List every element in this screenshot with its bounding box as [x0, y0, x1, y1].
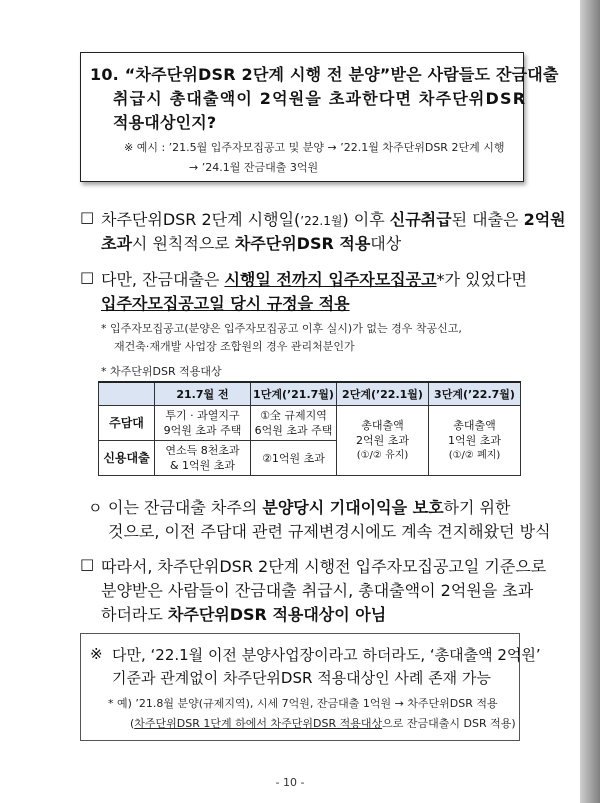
cell-line: 9억원 초과 주택	[163, 424, 242, 437]
para4-line-3	[101, 602, 386, 625]
cell-line: 연소득 8천초과	[165, 444, 240, 457]
cell-line: & 1억원 초과	[169, 459, 236, 472]
cell-line: 총대출액	[453, 419, 496, 432]
emphasis: 초과	[101, 234, 132, 253]
cell-line: 6억원 초과 주택	[254, 424, 333, 437]
table-header-cell: 1단계(’21.7월)	[251, 382, 337, 406]
cell-line: (①/② 폐지)	[448, 450, 501, 461]
table-header-cell: 3단계(’22.7월)	[429, 382, 521, 406]
para2-footnote-1: * 입주자모집공고(분양은 입주자모집공고 이후 실시)가 없는 경우 착공신고,	[101, 322, 462, 335]
text: 이는 잔금대출 차주의	[108, 498, 263, 517]
para4-line-1: 따라서, 차주단위DSR 2단계 시행전 입주자모집공고일 기준으로	[101, 557, 547, 576]
row-label: 주담대	[99, 406, 155, 441]
para2-footnote-2: 재건축·재개발 사업장 조합원의 경우 관리처분인가	[114, 340, 355, 353]
question-line-1: 10. “차주단위DSR 2단계 시행 전 분양”받은 사람들도 잔금대출	[90, 65, 559, 84]
text: 대상	[370, 234, 402, 253]
square-bullet-icon: □	[80, 208, 95, 226]
text: *가 있었다면	[436, 270, 527, 289]
emphasis: 차주단위DSR 1단계 하에서 차주단위DSR 적용대상	[134, 717, 383, 730]
text: 된 대출은	[451, 210, 524, 229]
cell-line: 총대출액	[361, 419, 404, 432]
cell-line: ①全 규제지역	[260, 409, 327, 422]
page-number: - 10 -	[275, 776, 305, 789]
table-caption: * 차주단위DSR 적용대상	[101, 365, 222, 378]
emphasis: 2억원	[523, 210, 566, 229]
emphasis: 분양당시 기대이익을 보호	[262, 498, 444, 517]
question-line-3: 적용대상인지?	[113, 113, 217, 132]
cell-line: 1억원 초과	[448, 434, 501, 447]
table-cell	[429, 406, 521, 476]
text: 시 원칙적으로	[131, 234, 235, 253]
text: ) 이후	[342, 210, 390, 229]
text: 으로 잔금대출시 DSR 적용)	[382, 717, 516, 730]
para4-line-2: 분양받은 사람들이 잔금대출 취급시, 총대출액이 2억원을 초과	[101, 581, 534, 600]
emphasis: 차주단위DSR 적용대상이 아님	[167, 605, 387, 624]
reference-mark-icon: ※	[90, 645, 103, 663]
text: 차주단위DSR 2단계 시행일(	[101, 210, 301, 229]
table-cell	[251, 406, 337, 441]
circle-bullet-icon: ㅇ	[88, 499, 103, 517]
page-edge-shadow	[580, 0, 600, 803]
table-cell	[155, 441, 251, 476]
table-cell	[155, 406, 251, 441]
note-example-line-1: * 예) ’21.8월 분양(규제지역), 시세 7억원, 잔금대출 1억원 → 차주단위DSR 적용	[108, 697, 498, 710]
text: (	[130, 717, 135, 730]
table-row	[99, 406, 521, 441]
cell-line: 투기 · 과열지구	[165, 409, 240, 422]
emphasis: 시행일 전까지 입주자모집공고	[224, 270, 437, 289]
question-example-line-1: ※ 예시 : ’21.5월 입주자모집공고 및 분양 → ’22.1월 차주단위DSR 2단계 시행	[124, 141, 505, 154]
row-label: 신용대출	[99, 441, 155, 476]
note-line-2: 기준과 관계없이 차주단위DSR 적용대상인 사례 존재 가능	[112, 669, 491, 687]
square-bullet-icon: □	[80, 268, 95, 286]
note-example-line-2	[130, 715, 516, 731]
cell-line: (①/② 유지)	[356, 450, 409, 461]
table-cell	[337, 406, 429, 476]
table-header-row	[99, 382, 521, 406]
note-line-1: 다만, ‘22.1월 이전 분양사업장이라고 하더라도, ‘총대출액 2억원’	[112, 646, 541, 664]
cell-line: 2억원 초과	[356, 434, 409, 447]
para3-line-2: 것으로, 이전 주담대 관련 규제변경시에도 계속 견지해왔던 방식	[108, 522, 551, 541]
para2-line-1	[101, 267, 527, 290]
question-example-line-2: → ’24.1월 잔금대출 3억원	[189, 161, 319, 174]
square-bullet-icon: □	[80, 555, 95, 573]
text: 다만, 잔금대출은	[101, 270, 225, 289]
para1-line-2	[101, 231, 401, 254]
table-header-cell	[99, 382, 155, 406]
emphasis: 신규취급	[389, 210, 452, 229]
text: 하더라도	[101, 605, 168, 624]
para3-line-1	[108, 495, 510, 518]
emphasis: 차주단위DSR 적용	[234, 234, 371, 253]
question-line-2: 취급시 총대출액이 2억원을 초과한다면 차주단위DSR	[113, 89, 527, 108]
text: ’22.1월	[300, 214, 343, 228]
table-cell: ②1억원 초과	[251, 441, 337, 476]
para1-line-1	[101, 207, 566, 230]
table-header-cell: 2단계(’22.1월)	[337, 382, 429, 406]
dsr-stage-table	[98, 381, 521, 476]
emphasis: 입주자모집공고일 당시 규정을 적용	[101, 294, 350, 313]
text: 하기 위한	[443, 498, 511, 517]
table-header-cell: 21.7월 전	[155, 382, 251, 406]
para2-line-2	[101, 291, 350, 314]
